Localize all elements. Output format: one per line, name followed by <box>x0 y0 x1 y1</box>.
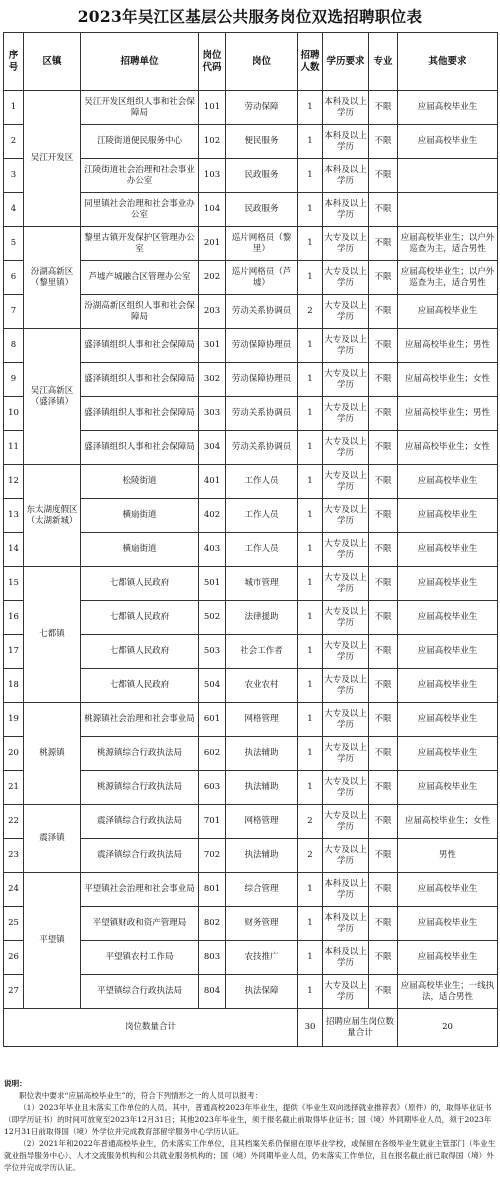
cell-major: 不限 <box>369 329 398 363</box>
cell-unit: 同里镇社会治理和社会事业办公室 <box>81 193 199 227</box>
cell-code: 601 <box>199 703 226 737</box>
cell-major: 不限 <box>369 873 398 907</box>
cell-code: 502 <box>199 601 226 635</box>
cell-major: 不限 <box>369 941 398 975</box>
col-header-area: 区镇 <box>24 33 81 91</box>
cell-major: 不限 <box>369 533 398 567</box>
cell-count: 1 <box>298 431 323 465</box>
cell-seq: 20 <box>4 737 24 771</box>
cell-seq: 4 <box>4 193 24 227</box>
col-header-seq: 序号 <box>4 33 24 91</box>
cell-area: 东太湖度假区（太湖新城） <box>24 465 81 567</box>
cell-major: 不限 <box>369 193 398 227</box>
cell-edu: 大专及以上学历 <box>323 703 369 737</box>
cell-area: 平望镇 <box>24 873 81 1009</box>
cell-major: 不限 <box>369 601 398 635</box>
cell-major: 不限 <box>369 805 398 839</box>
cell-count: 1 <box>298 941 323 975</box>
cell-post: 工作人员 <box>226 533 298 567</box>
cell-major: 不限 <box>369 431 398 465</box>
cell-edu: 大专及以上学历 <box>323 805 369 839</box>
cell-other: 应届高校毕业生；以户外巡查为主，适合男性 <box>398 227 498 261</box>
cell-edu: 大专及以上学历 <box>323 567 369 601</box>
cell-major: 不限 <box>369 567 398 601</box>
cell-unit: 七都镇人民政府 <box>81 635 199 669</box>
cell-seq: 5 <box>4 227 24 261</box>
cell-count: 1 <box>298 125 323 159</box>
table-row <box>4 465 498 499</box>
cell-edu: 大专及以上学历 <box>323 533 369 567</box>
cell-unit: 平望镇财政和资产管理局 <box>81 907 199 941</box>
cell-count: 1 <box>298 737 323 771</box>
cell-code: 202 <box>199 261 226 295</box>
cell-major: 不限 <box>369 737 398 771</box>
cell-other: 应届高校毕业生 <box>398 533 498 567</box>
cell-code: 102 <box>199 125 226 159</box>
cell-count: 1 <box>298 261 323 295</box>
cell-edu: 大专及以上学历 <box>323 363 369 397</box>
cell-code: 302 <box>199 363 226 397</box>
cell-area: 吴江开发区 <box>24 91 81 227</box>
table-row <box>4 805 498 839</box>
cell-count: 2 <box>298 805 323 839</box>
table-body <box>4 91 498 1009</box>
cell-major: 不限 <box>369 499 398 533</box>
cell-count: 1 <box>298 567 323 601</box>
cell-seq: 15 <box>4 567 24 601</box>
cell-post: 农技推广 <box>226 941 298 975</box>
table-row <box>4 703 498 737</box>
cell-unit: 七都镇人民政府 <box>81 567 199 601</box>
cell-other: 应届高校毕业生 <box>398 941 498 975</box>
table-row <box>4 873 498 907</box>
cell-seq: 1 <box>4 91 24 125</box>
cell-code: 501 <box>199 567 226 601</box>
cell-count: 1 <box>298 193 323 227</box>
col-header-unit: 招聘单位 <box>81 33 199 91</box>
graduate-total-label: 招聘应届生岗位数量合计 <box>323 1009 398 1047</box>
notes-line: （1）2023年毕业且未落实工作单位的人员。其中，普通高校2023年毕业生，提供《毕业生双向选择就业推荐表》（原件）的，取得毕业证书（即学历证书）的时间可放宽至2023年12月31日；其他2023年毕业生，须于报名截止前取得毕业证书；国（境）外同期毕业人员，须于2023年12月31日前取得国（境）外学位并完成教育部留学服务中心学历认证。 <box>4 1103 492 1136</box>
cell-count: 2 <box>298 839 323 873</box>
cell-edu: 大专及以上学历 <box>323 601 369 635</box>
cell-edu: 本科及以上学历 <box>323 159 369 193</box>
cell-other: 应届高校毕业生；女性 <box>398 805 498 839</box>
cell-count: 1 <box>298 91 323 125</box>
cell-unit: 震泽镇综合行政执法局 <box>81 839 199 873</box>
cell-area: 吴江高新区（盛泽镇） <box>24 329 81 465</box>
cell-unit: 震泽镇综合行政执法局 <box>81 805 199 839</box>
cell-unit: 黎里古镇开发保护区管理办公室 <box>81 227 199 261</box>
cell-post: 民政服务 <box>226 193 298 227</box>
cell-code: 504 <box>199 669 226 703</box>
total-count: 30 <box>298 1009 323 1047</box>
cell-edu: 大专及以上学历 <box>323 295 369 329</box>
cell-code: 801 <box>199 873 226 907</box>
cell-count: 1 <box>298 975 323 1009</box>
cell-major: 不限 <box>369 975 398 1009</box>
cell-seq: 14 <box>4 533 24 567</box>
cell-seq: 18 <box>4 669 24 703</box>
cell-other: 应届高校毕业生 <box>398 703 498 737</box>
total-label: 岗位数量合计 <box>4 1009 298 1047</box>
cell-edu: 本科及以上学历 <box>323 873 369 907</box>
cell-seq: 24 <box>4 873 24 907</box>
cell-code: 304 <box>199 431 226 465</box>
cell-unit: 平望镇社会治理和社会事业局 <box>81 873 199 907</box>
cell-other: 应届高校毕业生 <box>398 499 498 533</box>
cell-other <box>398 159 498 193</box>
cell-post: 劳动保障 <box>226 91 298 125</box>
cell-major: 不限 <box>369 397 398 431</box>
cell-seq: 21 <box>4 771 24 805</box>
cell-count: 1 <box>298 227 323 261</box>
cell-unit: 盛泽镇组织人事和社会保障局 <box>81 329 199 363</box>
cell-unit: 江陵街道便民服务中心 <box>81 125 199 159</box>
cell-count: 1 <box>298 499 323 533</box>
cell-edu: 本科及以上学历 <box>323 941 369 975</box>
cell-count: 1 <box>298 669 323 703</box>
cell-seq: 10 <box>4 397 24 431</box>
cell-edu: 大专及以上学历 <box>323 737 369 771</box>
page-title: 2023年吴江区基层公共服务岗位双选招聘职位表 <box>77 7 423 26</box>
notes <box>4 1078 496 1174</box>
cell-seq: 16 <box>4 601 24 635</box>
cell-other: 应届高校毕业生；以户外巡查为主，适合男性 <box>398 261 498 295</box>
cell-other: 应届高校毕业生 <box>398 771 498 805</box>
cell-post: 综合管理 <box>226 873 298 907</box>
cell-post: 执法辅助 <box>226 771 298 805</box>
cell-seq: 8 <box>4 329 24 363</box>
cell-count: 1 <box>298 703 323 737</box>
cell-edu: 本科及以上学历 <box>323 125 369 159</box>
cell-code: 303 <box>199 397 226 431</box>
cell-edu: 大专及以上学历 <box>323 635 369 669</box>
cell-code: 101 <box>199 91 226 125</box>
cell-unit: 横扇街道 <box>81 499 199 533</box>
cell-post: 巡片网格员（黎里） <box>226 227 298 261</box>
cell-major: 不限 <box>369 295 398 329</box>
cell-area: 桃源镇 <box>24 703 81 805</box>
cell-code: 103 <box>199 159 226 193</box>
cell-other: 应届高校毕业生 <box>398 125 498 159</box>
cell-unit: 吴江开发区组织人事和社会保障局 <box>81 91 199 125</box>
header-row <box>4 33 498 91</box>
cell-edu: 本科及以上学历 <box>323 91 369 125</box>
cell-unit: 平望镇综合行政执法局 <box>81 975 199 1009</box>
cell-major: 不限 <box>369 703 398 737</box>
cell-seq: 2 <box>4 125 24 159</box>
cell-unit: 汾湖高新区组织人事和社会保障局 <box>81 295 199 329</box>
cell-unit: 桃源镇综合行政执法局 <box>81 771 199 805</box>
cell-edu: 大专及以上学历 <box>323 329 369 363</box>
cell-major: 不限 <box>369 125 398 159</box>
cell-code: 802 <box>199 907 226 941</box>
cell-post: 民政服务 <box>226 159 298 193</box>
col-header-other: 其他要求 <box>398 33 498 91</box>
cell-edu: 大专及以上学历 <box>323 465 369 499</box>
cell-other: 应届高校毕业生 <box>398 635 498 669</box>
cell-unit: 桃源镇综合行政执法局 <box>81 737 199 771</box>
cell-code: 602 <box>199 737 226 771</box>
cell-seq: 11 <box>4 431 24 465</box>
cell-major: 不限 <box>369 635 398 669</box>
recruitment-table <box>3 32 498 1047</box>
cell-post: 农业农村 <box>226 669 298 703</box>
cell-code: 701 <box>199 805 226 839</box>
cell-count: 2 <box>298 295 323 329</box>
cell-major: 不限 <box>369 771 398 805</box>
cell-code: 104 <box>199 193 226 227</box>
cell-count: 1 <box>298 397 323 431</box>
cell-other: 应届高校毕业生 <box>398 907 498 941</box>
notes-heading: 说明： <box>4 1079 27 1088</box>
cell-edu: 大专及以上学历 <box>323 771 369 805</box>
cell-unit: 江陵街道社会治理和社会事业办公室 <box>81 159 199 193</box>
cell-post: 劳动关系协调员 <box>226 397 298 431</box>
cell-major: 不限 <box>369 669 398 703</box>
cell-area: 七都镇 <box>24 567 81 703</box>
cell-major: 不限 <box>369 159 398 193</box>
cell-post: 财务管理 <box>226 907 298 941</box>
cell-count: 1 <box>298 465 323 499</box>
cell-major: 不限 <box>369 91 398 125</box>
cell-other: 应届高校毕业生；女性 <box>398 363 498 397</box>
cell-unit: 横扇街道 <box>81 533 199 567</box>
cell-other <box>398 193 498 227</box>
cell-count: 1 <box>298 363 323 397</box>
cell-area: 汾湖高新区（黎里镇） <box>24 227 81 329</box>
cell-major: 不限 <box>369 363 398 397</box>
cell-seq: 3 <box>4 159 24 193</box>
cell-code: 702 <box>199 839 226 873</box>
cell-code: 503 <box>199 635 226 669</box>
cell-unit: 七都镇人民政府 <box>81 601 199 635</box>
col-header-major: 专业 <box>369 33 398 91</box>
cell-post: 便民服务 <box>226 125 298 159</box>
cell-post: 执法辅助 <box>226 737 298 771</box>
cell-unit: 七都镇人民政府 <box>81 669 199 703</box>
cell-seq: 7 <box>4 295 24 329</box>
table-row <box>4 567 498 601</box>
col-header-post: 岗位 <box>226 33 298 91</box>
cell-edu: 本科及以上学历 <box>323 907 369 941</box>
cell-count: 1 <box>298 159 323 193</box>
cell-other: 应届高校毕业生 <box>398 91 498 125</box>
cell-edu: 大专及以上学历 <box>323 227 369 261</box>
total-row <box>4 1009 498 1047</box>
cell-post: 劳动保障协理员 <box>226 363 298 397</box>
cell-count: 1 <box>298 873 323 907</box>
cell-count: 1 <box>298 635 323 669</box>
notes-line: 职位表中要求“应届高校毕业生”的，符合下列情形之一的人员可以报考： <box>19 1091 263 1100</box>
col-header-count: 招聘人数 <box>298 33 323 91</box>
cell-other: 应届高校毕业生；男性 <box>398 397 498 431</box>
cell-code: 804 <box>199 975 226 1009</box>
cell-other: 男性 <box>398 839 498 873</box>
cell-count: 1 <box>298 771 323 805</box>
cell-other: 应届高校毕业生 <box>398 669 498 703</box>
cell-seq: 22 <box>4 805 24 839</box>
cell-unit: 松陵街道 <box>81 465 199 499</box>
cell-code: 803 <box>199 941 226 975</box>
cell-unit: 桃源镇社会治理和社会事业局 <box>81 703 199 737</box>
cell-post: 工作人员 <box>226 499 298 533</box>
cell-unit: 盛泽镇组织人事和社会保障局 <box>81 431 199 465</box>
cell-seq: 26 <box>4 941 24 975</box>
cell-count: 1 <box>298 601 323 635</box>
table-row <box>4 329 498 363</box>
cell-unit: 平望镇农村工作局 <box>81 941 199 975</box>
table-row <box>4 227 498 261</box>
cell-edu: 大专及以上学历 <box>323 975 369 1009</box>
cell-unit: 芦墟产城融合区管理办公室 <box>81 261 199 295</box>
cell-post: 网格管理 <box>226 805 298 839</box>
cell-area: 震泽镇 <box>24 805 81 873</box>
col-header-edu: 学历要求 <box>323 33 369 91</box>
cell-post: 工作人员 <box>226 465 298 499</box>
cell-major: 不限 <box>369 839 398 873</box>
cell-code: 403 <box>199 533 226 567</box>
cell-post: 执法辅助 <box>226 839 298 873</box>
cell-other: 应届高校毕业生 <box>398 465 498 499</box>
cell-post: 劳动关系协调员 <box>226 431 298 465</box>
cell-post: 网格管理 <box>226 703 298 737</box>
cell-code: 402 <box>199 499 226 533</box>
cell-code: 401 <box>199 465 226 499</box>
cell-edu: 大专及以上学历 <box>323 499 369 533</box>
cell-seq: 17 <box>4 635 24 669</box>
cell-other: 应届高校毕业生；男性 <box>398 329 498 363</box>
cell-post: 城市管理 <box>226 567 298 601</box>
cell-major: 不限 <box>369 227 398 261</box>
cell-edu: 大专及以上学历 <box>323 397 369 431</box>
cell-count: 1 <box>298 329 323 363</box>
cell-edu: 大专及以上学历 <box>323 839 369 873</box>
cell-other: 应届高校毕业生；一线执法，适合男性 <box>398 975 498 1009</box>
cell-seq: 12 <box>4 465 24 499</box>
cell-post: 巡片网格员（芦墟） <box>226 261 298 295</box>
cell-edu: 大专及以上学历 <box>323 261 369 295</box>
cell-other: 应届高校毕业生 <box>398 295 498 329</box>
cell-other: 应届高校毕业生 <box>398 873 498 907</box>
cell-post: 法律援助 <box>226 601 298 635</box>
cell-seq: 27 <box>4 975 24 1009</box>
cell-edu: 大专及以上学历 <box>323 669 369 703</box>
cell-seq: 25 <box>4 907 24 941</box>
cell-other: 应届高校毕业生 <box>398 601 498 635</box>
cell-code: 203 <box>199 295 226 329</box>
cell-seq: 6 <box>4 261 24 295</box>
cell-major: 不限 <box>369 261 398 295</box>
cell-other: 应届高校毕业生 <box>398 567 498 601</box>
cell-count: 1 <box>298 907 323 941</box>
cell-code: 301 <box>199 329 226 363</box>
cell-post: 执法保障 <box>226 975 298 1009</box>
cell-other: 应届高校毕业生 <box>398 737 498 771</box>
cell-seq: 19 <box>4 703 24 737</box>
cell-major: 不限 <box>369 465 398 499</box>
cell-count: 1 <box>298 533 323 567</box>
cell-unit: 盛泽镇组织人事和社会保障局 <box>81 397 199 431</box>
cell-post: 劳动保障协理员 <box>226 329 298 363</box>
table-row <box>4 91 498 125</box>
cell-code: 201 <box>199 227 226 261</box>
cell-seq: 9 <box>4 363 24 397</box>
cell-edu: 本科及以上学历 <box>323 193 369 227</box>
cell-post: 劳动关系协调员 <box>226 295 298 329</box>
cell-seq: 23 <box>4 839 24 873</box>
cell-unit: 盛泽镇组织人事和社会保障局 <box>81 363 199 397</box>
notes-line: （2）2021年和2022年普通高校毕业生，仍未落实工作单位，且其档案关系仍保留在原毕业学校，或保留在各级毕业生就业主管部门（毕业生就业指导服务中心）、人才交流服务机构和公共就业服务机构的；国（境）外同期毕业人员，仍未落实工作单位，且在报名截止前已取得国（境）外学位并完成学历认证。 <box>4 1139 496 1172</box>
cell-seq: 13 <box>4 499 24 533</box>
cell-major: 不限 <box>369 907 398 941</box>
cell-edu: 大专及以上学历 <box>323 431 369 465</box>
cell-other: 应届高校毕业生；女性 <box>398 431 498 465</box>
col-header-code: 岗位代码 <box>199 33 226 91</box>
cell-code: 603 <box>199 771 226 805</box>
graduate-total-count: 20 <box>398 1009 498 1047</box>
cell-post: 社会工作者 <box>226 635 298 669</box>
